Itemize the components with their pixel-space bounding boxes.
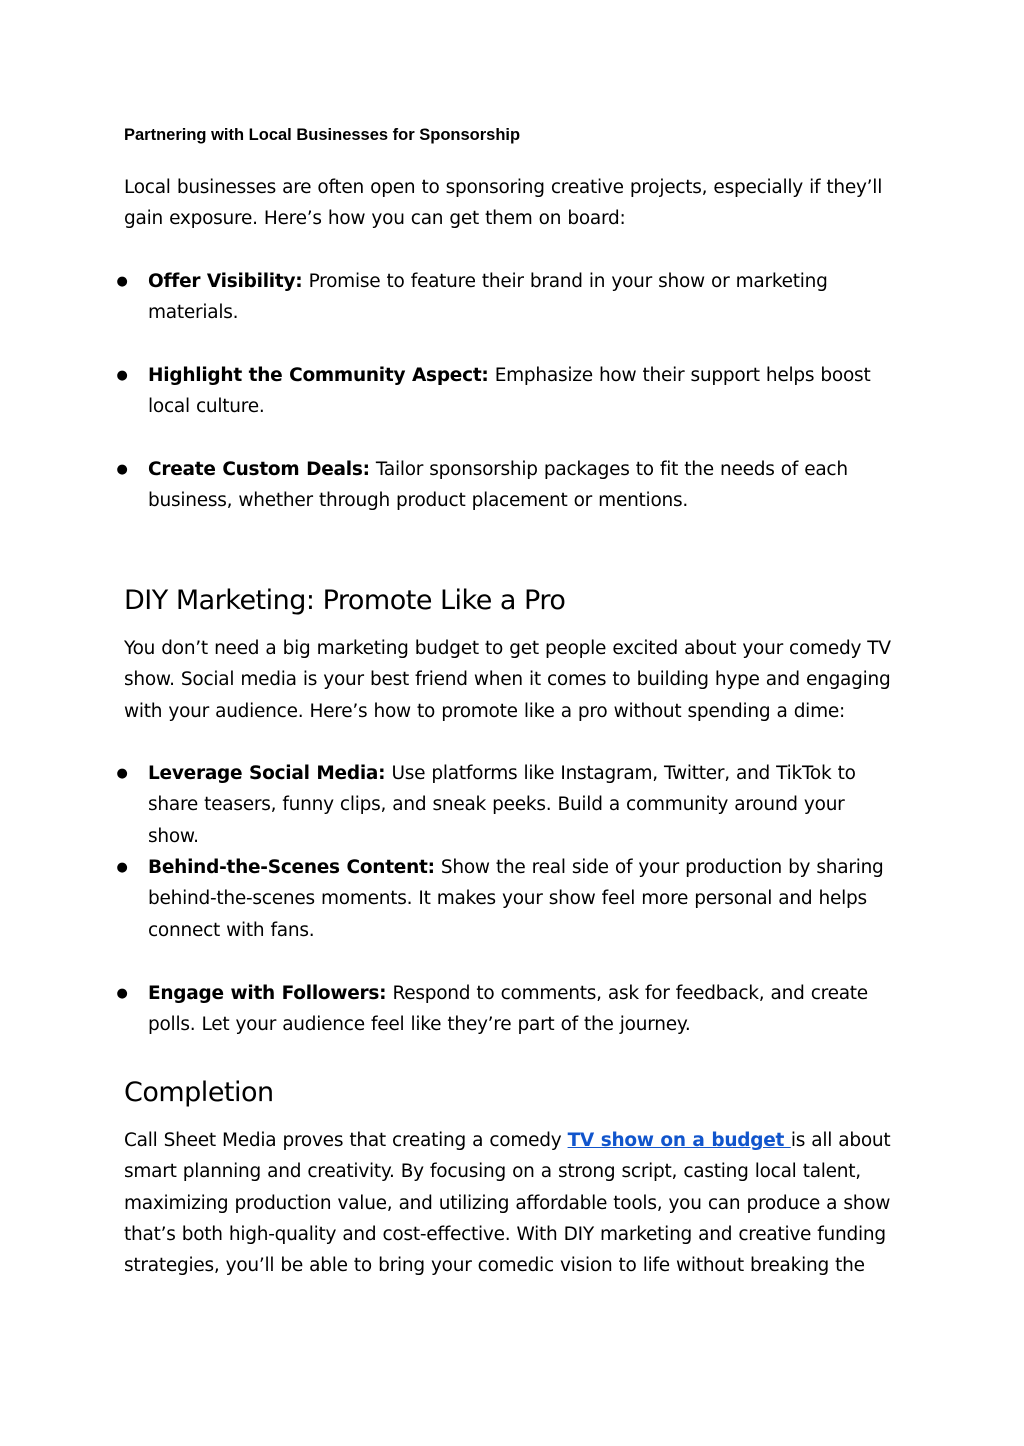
bullet-text: Respond to comments, ask for feedback, and create polls. Let your audience feel like they’re part of the journey. <box>148 983 868 1036</box>
bullet-icon: ● <box>116 274 128 289</box>
list-item <box>116 360 894 423</box>
completion-paragraph <box>124 1125 894 1281</box>
completion-text-before-link: Call Sheet Media proves that creating a comedy <box>124 1130 568 1151</box>
bullet-text: Emphasize how their support helps boost local culture. <box>148 365 871 418</box>
bullet-label: Create Custom Deals: <box>148 459 370 480</box>
bullet-icon: ● <box>116 462 128 477</box>
completion-heading: Completion <box>124 1077 274 1108</box>
list-item <box>116 454 894 517</box>
bullet-icon: ● <box>116 368 128 383</box>
bullet-icon: ● <box>116 986 128 1001</box>
bullet-icon: ● <box>116 860 128 875</box>
bullet-text: Tailor sponsorship packages to fit the needs of each business, whether through product placement or mentions. <box>148 459 848 512</box>
list-item <box>116 266 894 329</box>
bullet-text: Promise to feature their brand in your show or marketing materials. <box>148 271 828 324</box>
bullet-label: Leverage Social Media: <box>148 763 386 784</box>
bullet-label: Behind-the-Scenes Content: <box>148 857 435 878</box>
sponsorship-heading: Partnering with Local Businesses for Sponsorship <box>124 126 521 144</box>
bullet-icon: ● <box>116 766 128 781</box>
completion-text-after-link: is all about smart planning and creativity. By focusing on a strong script, casting local talent, maximizing production value, and utilizing affordable tools, you can produce a show that’s both high-quality and cost-effective. With DIY marketing and creative funding strategies, you’ll be able to bring your comedic vision to life without breaking the <box>124 1130 891 1277</box>
list-item <box>116 978 894 1041</box>
bullet-label: Offer Visibility: <box>148 271 303 292</box>
sponsorship-intro: Local businesses are often open to sponsoring creative projects, especially if they’ll gain exposure. Here’s how you can get them on board: <box>124 177 883 230</box>
bullet-text: Show the real side of your production by sharing behind-the-scenes moments. It makes your show feel more personal and helps connect with fans. <box>148 857 884 941</box>
bullet-label: Highlight the Community Aspect: <box>148 365 489 386</box>
bullet-text: Use platforms like Instagram, Twitter, and TikTok to share teasers, funny clips, and sneak peeks. Build a community around your show. <box>148 763 856 847</box>
marketing-heading: DIY Marketing: Promote Like a Pro <box>124 585 566 616</box>
list-item <box>116 852 894 946</box>
tv-show-on-a-budget-link[interactable]: TV show on a budget <box>567 1130 791 1151</box>
list-item <box>116 758 894 852</box>
bullet-label: Engage with Followers: <box>148 983 387 1004</box>
marketing-intro: You don’t need a big marketing budget to get people excited about your comedy TV show. Social media is your best friend when it comes to building hype and engaging with your audience. Here’s how to promote like a pro without spending a dime: <box>124 638 891 722</box>
